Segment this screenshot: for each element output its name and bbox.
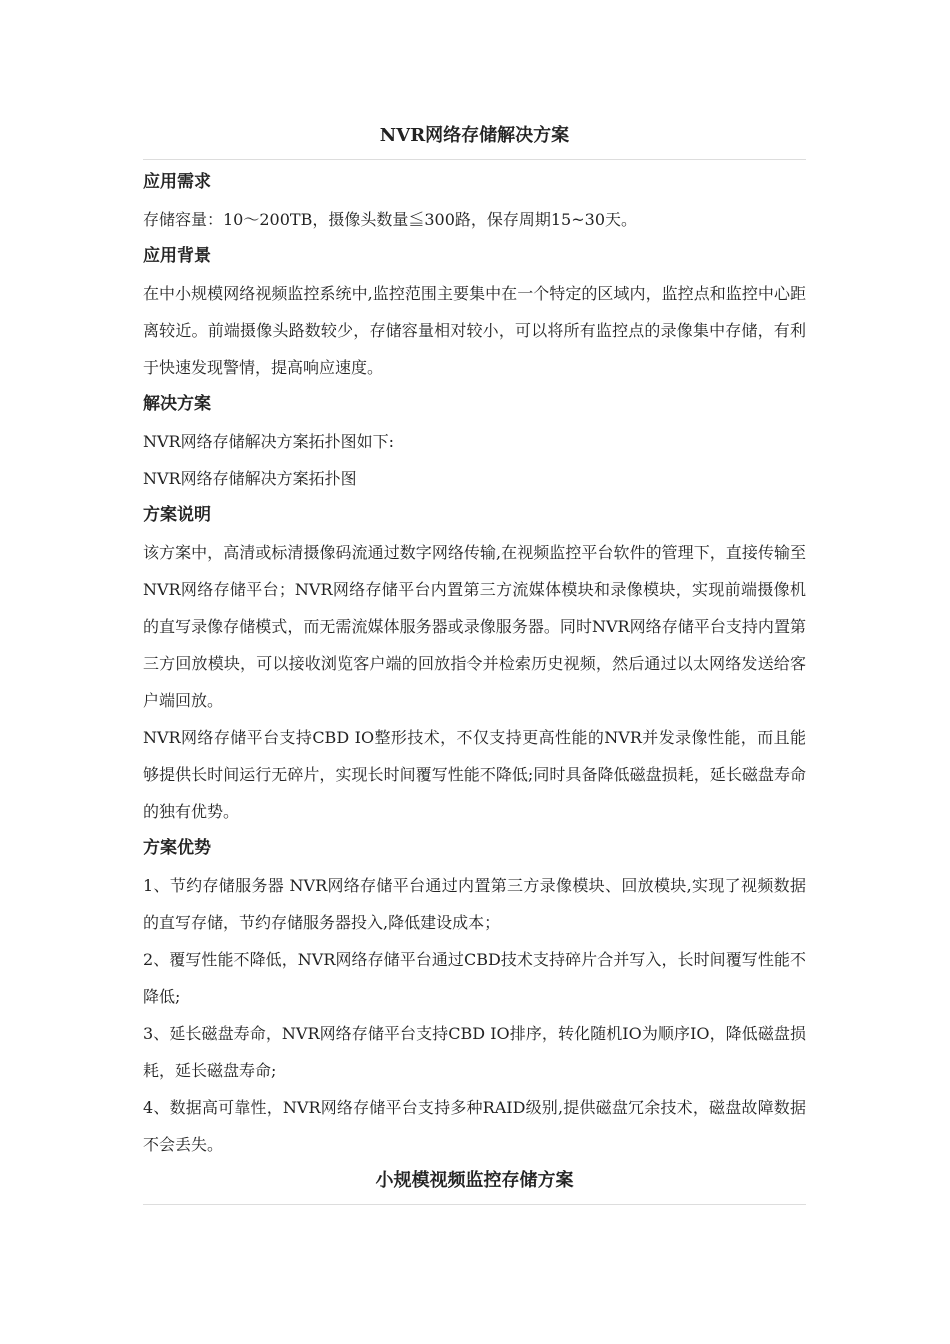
advantage-item-4: 4、数据高可靠性，NVR网络存储平台支持多种RAID级别,提供磁盘冗余技术，磁盘故障数据不会丢失。 bbox=[143, 1098, 806, 1154]
advantage-item-2: 2、覆写性能不降低，NVR网络存储平台通过CBD技术支持碎片合并写入，长时间覆写性能不降低; bbox=[143, 950, 806, 1006]
heading-description: 方案说明 bbox=[143, 505, 211, 525]
description-para-1: 该方案中，高清或标清摄像码流通过数字网络传输,在视频监控平台软件的管理下，直接传输至NVR网络存储平台；NVR网络存储平台内置第三方流媒体模块和录像模块，实现前端摄像机的直写录像存储模式，而无需流媒体服务器或录像服务器。同时NVR网络存储平台支持内置第三方回放模块，可以接收浏览客户端的回放指令并检索历史视频，然后通过以太网络发送给客户端回放。 bbox=[143, 543, 806, 710]
solution-text-1: NVR网络存储解决方案拓扑图如下: bbox=[143, 432, 394, 451]
heading-background: 应用背景 bbox=[143, 246, 211, 266]
advantage-item-3: 3、延长磁盘寿命，NVR网络存储平台支持CBD IO排序，转化随机IO为顺序IO，降低磁盘损耗，延长磁盘寿命; bbox=[143, 1024, 806, 1080]
background-text: 在中小规模网络视频监控系统中,监控范围主要集中在一个特定的区域内，监控点和监控中心距离较近。前端摄像头路数较少，存储容量相对较小，可以将所有监控点的录像集中存储，有利于快速发现警情，提高响应速度。 bbox=[143, 284, 806, 377]
heading-requirements: 应用需求 bbox=[143, 172, 211, 192]
heading-advantages: 方案优势 bbox=[143, 838, 211, 858]
requirements-text: 存储容量：10～200TB，摄像头数量≦300路，保存周期15~30天。 bbox=[143, 210, 637, 229]
next-document-title: 小规模视频监控存储方案 bbox=[143, 1163, 806, 1205]
solution-text-2: NVR网络存储解决方案拓扑图 bbox=[143, 469, 357, 488]
document-page bbox=[143, 118, 806, 1205]
description-para-2: NVR网络存储平台支持CBD IO整形技术，不仅支持更高性能的NVR并发录像性能，而且能够提供长时间运行无碎片，实现长时间覆写性能不降低;同时具备降低磁盘损耗，延长磁盘寿命的独有优势。 bbox=[143, 728, 806, 821]
advantage-item-1: 1、节约存储服务器 NVR网络存储平台通过内置第三方录像模块、回放模块,实现了视频数据的直写存储，节约存储服务器投入,降低建设成本； bbox=[143, 876, 806, 932]
document-title: NVR网络存储解决方案 bbox=[143, 118, 806, 160]
heading-solution: 解决方案 bbox=[143, 394, 211, 414]
